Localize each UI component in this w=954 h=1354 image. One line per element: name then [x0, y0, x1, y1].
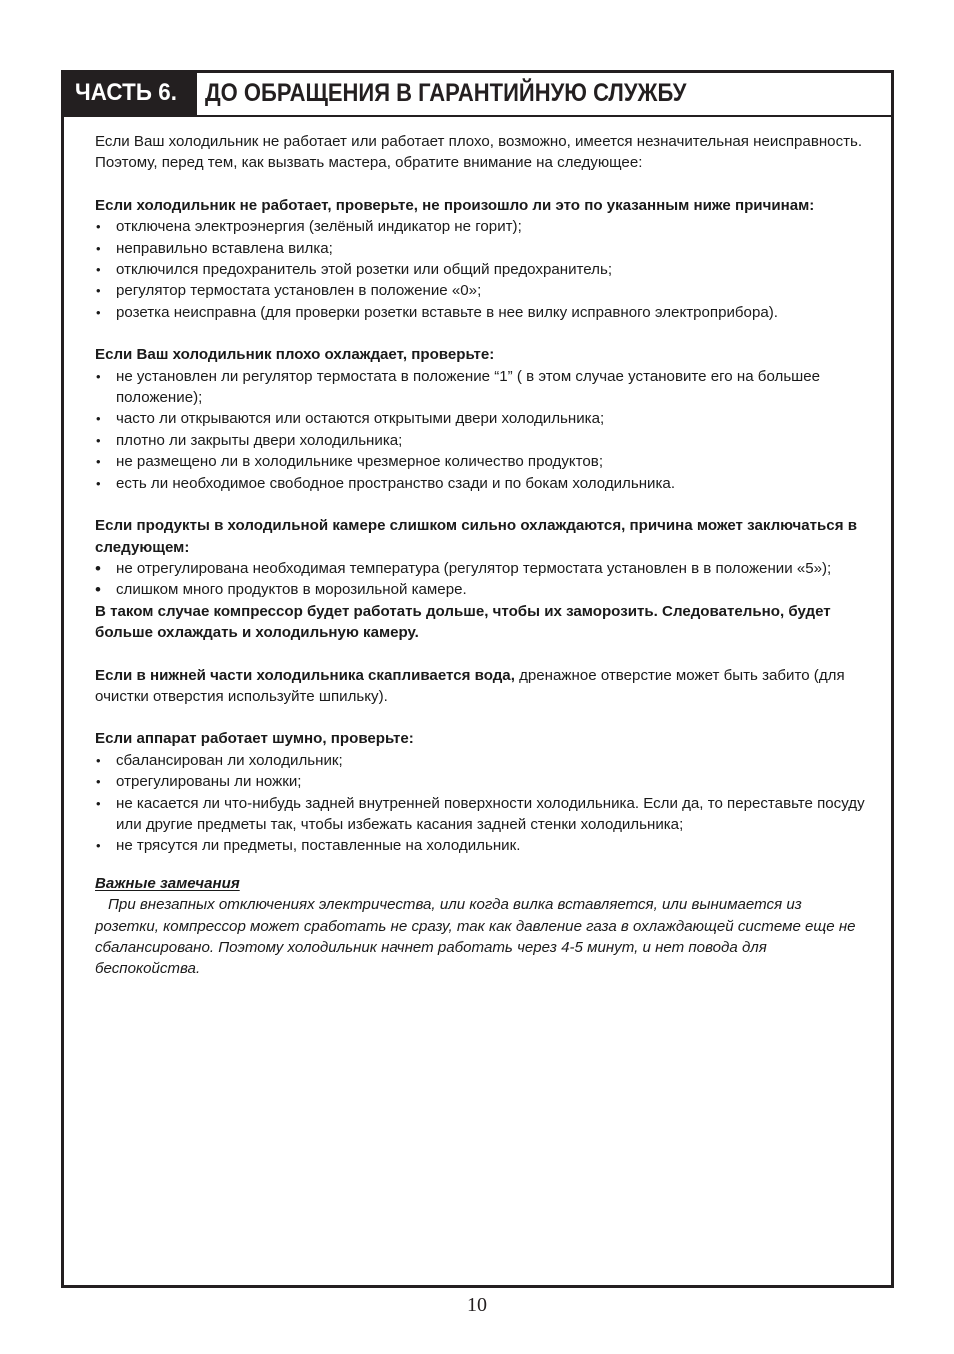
- bullet-icon: •: [96, 838, 101, 854]
- list-item-text: слишком много продуктов в морозильной камере.: [116, 581, 467, 599]
- intro-paragraph: Если Ваш холодильник не работает или работает плохо, возможно, имеется незначительная неисправность. Поэтому, перед тем, как вызвать мастера, обратите внимание на следующее:: [95, 133, 863, 172]
- page-body: [95, 131, 867, 980]
- list-item: [95, 238, 867, 259]
- section-over-cooling: [95, 515, 867, 643]
- spacer: [95, 323, 867, 344]
- important-notes-body-text: При внезапных отключениях электричества, или когда вилка вставляется, или вынимается из розетки, компрессор может сработать не сразу, так как давление газа в охлаждающей системе еще не сбалансировано. Поэтому холодильник начнет работать через 4-5 минут, и нет повода для беспокойства.: [95, 896, 856, 978]
- part-number-chip: [64, 73, 197, 115]
- part-number-label: ЧАСТЬ 6.: [75, 79, 178, 106]
- bullet-icon: •: [96, 283, 101, 299]
- list-item-text: есть ли необходимое свободное пространство сзади и по бокам холодильника.: [116, 474, 676, 492]
- bullet-icon: •: [96, 432, 101, 448]
- list-item: [95, 771, 867, 792]
- section-title-box: [197, 73, 891, 115]
- section-heading: Если продукты в холодильной камере слишком сильно охлаждаются, причина может заключаться в следующем:: [95, 517, 857, 556]
- section-water-collects: [95, 665, 867, 708]
- list-item: [95, 451, 867, 472]
- page-number: 10: [467, 1294, 487, 1316]
- spacer: [95, 494, 867, 515]
- section-header-band: [61, 70, 894, 117]
- spacer: [95, 174, 867, 195]
- section-title-label: ДО ОБРАЩЕНИЯ В ГАРАНТИЙНУЮ СЛУЖБУ: [204, 78, 687, 107]
- list-item: [95, 473, 867, 494]
- bullet-icon: •: [96, 475, 101, 491]
- list-item: [95, 793, 867, 836]
- list-item: [95, 408, 867, 429]
- important-notes-body: [95, 894, 867, 980]
- section-heading: Если Ваш холодильник плохо охлаждает, проверьте:: [95, 346, 495, 364]
- list-item-text: неправильно вставлена вилка;: [116, 239, 333, 257]
- list-item-text: розетка неисправна (для проверки розетки вставьте в нее вилку исправного электроприбора).: [116, 303, 778, 321]
- list-item: [95, 579, 867, 600]
- important-notes-heading: [95, 873, 867, 894]
- list-item: [95, 302, 867, 323]
- section-noisy: [95, 728, 867, 856]
- section-not-working: [95, 195, 867, 323]
- section-heading: Если аппарат работает шумно, проверьте:: [95, 730, 414, 748]
- list-item-text: сбалансирован ли холодильник;: [116, 751, 343, 769]
- bullet-icon: •: [96, 795, 101, 811]
- bullet-icon: •: [96, 752, 101, 768]
- spacer: [95, 707, 867, 728]
- section-heading-rest: дренажное отверстие может быть забито (для очистки отверстия используйте шпильку).: [95, 666, 845, 705]
- bullet-icon: •: [96, 219, 101, 235]
- bullet-icon: •: [95, 580, 101, 600]
- bullet-icon: •: [96, 454, 101, 470]
- bullet-icon: •: [96, 262, 101, 278]
- important-notes-heading-label: Важные замечания: [95, 874, 240, 892]
- list-item-text: плотно ли закрыты двери холодильника;: [116, 431, 403, 449]
- section-heading: [95, 665, 867, 708]
- section-heading-bold: Если в нижней части холодильника скапливается вода,: [95, 666, 515, 684]
- list-item-text: не отрегулирована необходимая температура (регулятор термостата установлен в в положении «5»);: [116, 559, 832, 577]
- spacer: [95, 857, 867, 873]
- list-item-text: часто ли открываются или остаются открытыми двери холодильника;: [116, 410, 605, 428]
- list-item-text: отключился предохранитель этой розетки или общий предохранитель;: [116, 261, 613, 279]
- important-notes-block: [95, 873, 867, 980]
- list-item-text: не размещено ли в холодильнике чрезмерное количество продуктов;: [116, 453, 604, 471]
- list-item: [95, 259, 867, 280]
- list-item: [95, 216, 867, 237]
- bullet-icon: •: [95, 558, 101, 578]
- list-item-text: не трясутся ли предметы, поставленные на холодильник.: [116, 837, 521, 855]
- list-item: [95, 280, 867, 301]
- bullet-icon: •: [96, 774, 101, 790]
- list-item-text: отключена электроэнергия (зелёный индикатор не горит);: [116, 218, 522, 236]
- bullet-icon: •: [96, 368, 101, 384]
- list-item-text: отрегулированы ли ножки;: [116, 773, 302, 791]
- list-item: [95, 366, 867, 409]
- section-poor-cooling: [95, 344, 867, 494]
- bullet-icon: •: [96, 304, 101, 320]
- list-item: [95, 750, 867, 771]
- list-item: [95, 558, 867, 579]
- section-heading: Если холодильник не работает, проверьте, не произошло ли это по указанным ниже причинам:: [95, 196, 815, 214]
- list-item: [95, 430, 867, 451]
- list-item: [95, 835, 867, 856]
- list-item-text: не установлен ли регулятор термостата в положение “1” ( в этом случае установите его на большее положение);: [116, 367, 821, 407]
- list-item-text: не касается ли что-нибудь задней внутренней поверхности холодильника. Если да, то переставьте посуду или другие предметы так, чтобы избежать касания задней стенки холодильника;: [116, 794, 865, 833]
- list-item-text: регулятор термостата установлен в положение «0»;: [116, 282, 482, 300]
- bullet-icon: •: [96, 240, 101, 256]
- bullet-icon: •: [96, 411, 101, 427]
- spacer: [95, 644, 867, 665]
- section-footer-note: В таком случае компрессор будет работать дольше, чтобы их заморозить. Следовательно, будет больше охлаждать и холодильную камеру.: [95, 602, 831, 642]
